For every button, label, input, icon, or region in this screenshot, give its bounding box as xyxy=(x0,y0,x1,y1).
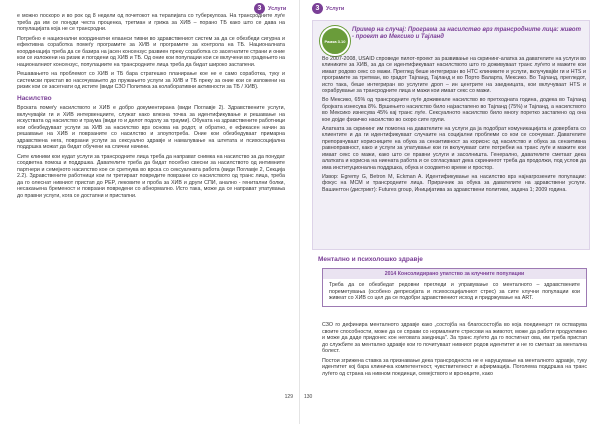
paragraph: Во Мексико, 65% од трансродните луѓе доживеале насилство во претходната година, додека во Тајланд бројката изнесува 8%. Вршењето насилство било најзастапено во Тајланд (75%) и Тајланд, а насилството во Мексико изнесува 45% кај транс луѓе. Сексуалното насилство било многу поретко застапено од она кое дојде физичко насилство во скоро сите групи. xyxy=(322,97,586,123)
paragraph: Алатката за скрининг им помогна на давателите на услуги да ја подобрат комуникацијата и довербата со клиентите и да ги идентификуваат случаите на социјални проблеми со кои се соочуваат. Давателите препорачуваат корисниците на обука за сензитивност за кориснс од насилство и обука за сензитивна равноправност, како и услуги за упатување кои ги вклучуваат сите потребни на транс луѓе и мажите кои имаат секс со мажи, како што се правни услуги и засолништа. Генерално, давателите сметаат дека алатката и корисна на ниената работа и се согласуваат дека скринингот треба да продолжи, под услов да има институционална поддршка, обука и соодветно време и простор. xyxy=(322,126,586,171)
source-citation: Извор: Egremy G, Betron M, Eckman A. Идентификување на насилство врз најнагрозените популации: фокус на МСМ и трансродните лица. Прирачник за обука за давателите на здравствени услуги. Вашингтон (дистрикт): Futures group, Иницијатива за здравствени политики, задача 1; 2009 година. xyxy=(322,173,586,193)
box-body xyxy=(322,56,586,196)
section-number: 3 xyxy=(254,3,265,14)
section-label: Услуги xyxy=(268,5,287,12)
paragraph: Во 2007-2008, USAID спроведе пилот-проект за развивање на скрининг-алатка за давателите на услуги во клиниките за ХИВ, за да се идентификуваат насилството што го доживуваат транс луѓето и мажите кои имаат родово секс со мажи. Преглед беше интегриран во НТС клиниките и услуги, вклучувајќи ги и НТЅ и програмите за третман, во градот Тајланд, Тајланд и во Порто Валарта, Мексико. Во Тајланд, прегледот, исто така, беше интегриран во услугите дроп – ин центрите на заедницата, кои вклучуваат НТЅ и охрабрување за трансродните лица и мажи кои имаат секс со мажи. xyxy=(322,56,586,95)
paragraph: Постои згрижена ставка за признавање дека трансродноста не е нарушување на менталното здравје, туку идентитет кој бара клиничка компетентност, чувствителност и афирмација. Поголема поддршка на транс луѓето од страна на нивном поединци, семејството и врсниците, како xyxy=(322,357,587,377)
paragraph: Сите клиники кои нудат услуги за трансродните лица треба да направат снимка на насилство за да понудат соодветна помош и поддршка. Давателите треба да бидат посебно свесни за насилството од интимните партнери и семејното насилство кое се сретнува во врска со сексуалната работа (види Поглавје 2, Секција 2.2). Здравствените работници кои ги третираат повредите поврзани со насилството од транс лица, треба да го олеснат нивниот пристап до PEP, лековите и проба за ХИВ и други СПИ, аналнo - генитални болки, несакањена бременост и поврзани повредени со абнормално. Исто така, може да се направат упатувања до правни услуги, кога се достапни и пристапни. xyxy=(17,153,285,199)
paragraph: СЗО го дефинира менталното здравје како „состојба на благосостојба во која поединецот ги остварува своите способности, може да се справи со нормалните стресови на животот, може да работи продуктивно и може да даде придонес кон неговата заедница". За транс луѓето да го постигнат ова, им треба пристап до службите за ментално здравје кои го почитуваат нивниот родов идентитет и не го сметаат за ментална болест. xyxy=(322,322,587,354)
section-label: Услуги xyxy=(326,5,345,12)
policy-text: Треба да се обезбедат редовни прегледи и управување со менталното – здравствените пореметувања (особено депресијата и психосоцијалниот стрес) за сите клучни популации кои живеат со ХИВ со цел да се подобри здравствениот исход и придржување на ART. xyxy=(329,282,580,301)
left-body xyxy=(17,13,285,202)
paragraph: Решавањето на проблемот со ХИВ и ТБ бара стратешко планирање кое не е само соработка, туку и системски пристап во насочувањето до пружањето услуги за ХИВ и ТБ преку за оние кои се изложени на ризик кои се засегнати од истите (види СЗО Политика за колаборативни активности за ТБ / ХИВ). xyxy=(17,71,285,90)
page-number: 130 xyxy=(304,394,313,400)
right-page xyxy=(300,0,600,424)
paragraph: Потребно е национални координатни елаанси тивни во здравствениот систем за да се обезбеди сигурна и ефективна соработка помеѓу програмите за ХИВ и програмите за контрола на ТБ. Националната координација треба да се базира на јасен консензус развиен преку соработка со засегнатите страни и оние кои се изложени на ризик и погодени од ХИВ и ТБ. Од оние кои популации кои се вклучени во градењето на националниот консензус, популациите на трансродните лица треба да бидат широко застапени. xyxy=(17,35,285,68)
box-badge: Рамка 3.10 xyxy=(320,26,350,56)
section-heading: Ментално и психолошко здравје xyxy=(318,256,423,263)
policy-box xyxy=(322,268,587,307)
box-title: Пример на случај: Програма за насилство врз трансродните лица: живот - проект во Мексико и Тајланд xyxy=(352,27,581,40)
section-number: 3 xyxy=(312,3,323,14)
right-body xyxy=(322,322,587,380)
policy-title: 2014 Консолидирано упатство за клучните популации xyxy=(323,269,586,279)
section-heading: Насилство xyxy=(17,94,52,102)
paragraph: е можно поскоро и во рок од 8 недели од почетокот на терапијата со туберкулоза. На трансродните луѓе треба да им се понуди честа проценка, третман и грижа за ХИВ – порано ТБ како што се дава на популацијата која не се трансродни. xyxy=(17,13,285,32)
section-tag xyxy=(312,3,344,14)
page-number: 129 xyxy=(284,394,293,400)
paragraph: Врската помеѓу насилството и ХИВ е добро документирана (види Поглавје 2). Здравствените услуги, вклучувајќи ги и ХИВ интервенциите, служат како влезна точка за идентификување и решавање на искуствата од насилство и траума (види го и делот подолу за трауми). Обуката на здравствените работници кои обезбедуваат услуги за ХИВ за насилство врз основа на родот, и обратно, е ефикасен начин за решавање на ХИВ и поврзаните со насилство и злоупотреба. Оние кои обезбедуваат примарна здравствена нега, поврзани услуги за сексуално здравје и намалување на штетата и психосоцијална поддршка можат да бидат обучени на слични начини. xyxy=(17,105,285,150)
